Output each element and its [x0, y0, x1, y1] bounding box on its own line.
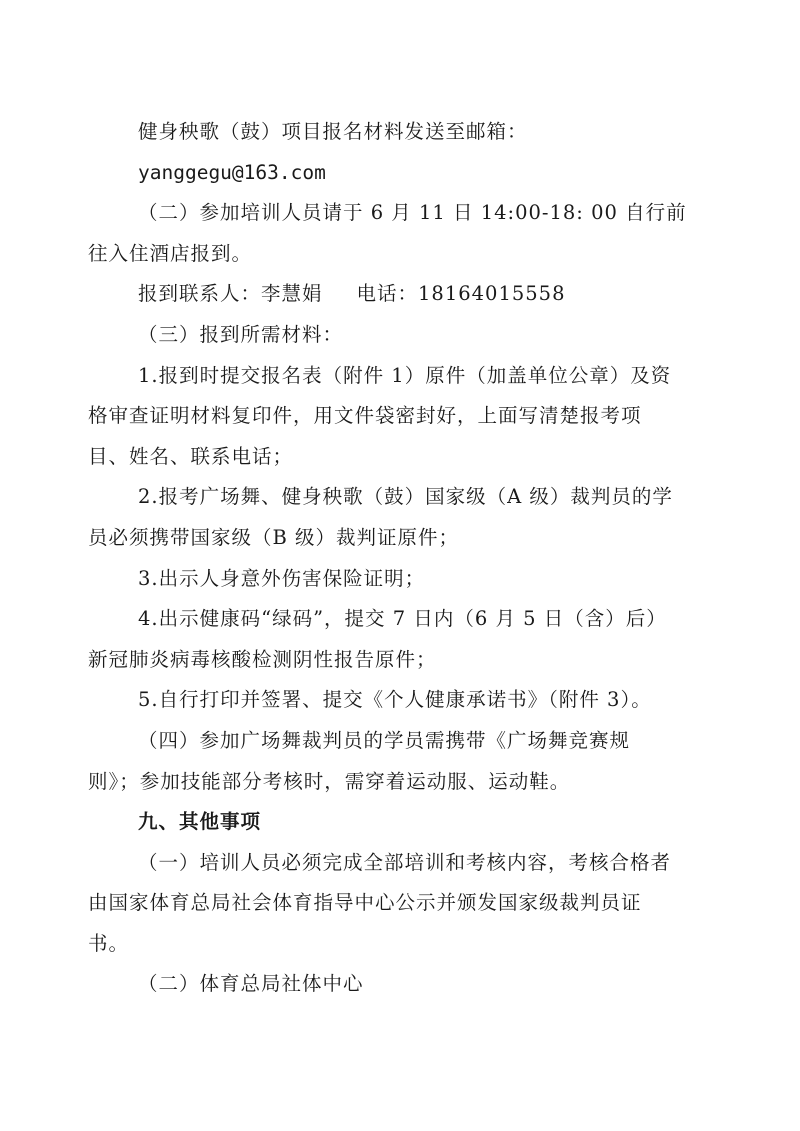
- paragraph-line: 4.出示健康码“绿码”，提交 7 日内（6 月 5 日（含）后）: [138, 607, 667, 631]
- paragraph-line: （四）参加广场舞裁判员的学员需携带《广场舞竞赛规: [138, 728, 631, 752]
- document-body: [88, 112, 716, 1005]
- email-address: yanggegu@163.com: [138, 160, 326, 184]
- paragraph-line: （一）培训人员必须完成全部培训和考核内容，考核合格者: [138, 850, 672, 874]
- paragraph-line: 健身秧歌（鼓）项目报名材料发送至邮箱：: [138, 120, 528, 143]
- paragraph-line: 员必须携带国家级（B 级）裁判证原件；: [88, 525, 460, 549]
- paragraph-line: （二）参加培训人员请于 6 月 11 日 14:00-18: 00 自行前: [138, 201, 687, 225]
- contact-person: 报到联系人：李慧娟: [138, 282, 323, 306]
- contact-phone: 电话：18164015558: [356, 282, 566, 306]
- paragraph-line: 2.报考广场舞、健身秧歌（鼓）国家级（A 级）裁判员的学: [138, 485, 673, 509]
- paragraph-line: 格审查证明材料复印件，用文件袋密封好，上面写清楚报考项: [88, 404, 642, 428]
- section-heading: 九、其他事项: [138, 810, 262, 834]
- paragraph-line: 新冠肺炎病毒核酸检测阴性报告原件；: [88, 647, 437, 671]
- paragraph-line: （三）报到所需材料：: [138, 322, 344, 346]
- paragraph-line: （二）体育总局社体中心: [138, 972, 364, 996]
- paragraph-line: 书。: [88, 931, 130, 955]
- paragraph-line: 往入住酒店报到。: [88, 241, 253, 265]
- paragraph-line: 1.报到时提交报名表（附件 1）原件（加盖单位公章）及资: [138, 363, 672, 387]
- paragraph-line: 3.出示人身意外伤害保险证明；: [138, 566, 426, 590]
- paragraph-line: 5.自行打印并签署、提交《个人健康承诺书》（附件 3）。: [138, 688, 652, 712]
- paragraph-line: 目、姓名、联系电话；: [88, 444, 294, 468]
- contact-line: [88, 274, 716, 315]
- paragraph-line: 由国家体育总局社会体育指导中心公示并颁发国家级裁判员证: [88, 891, 642, 915]
- paragraph-line: 则》；参加技能部分考核时，需穿着运动服、运动鞋。: [88, 769, 571, 793]
